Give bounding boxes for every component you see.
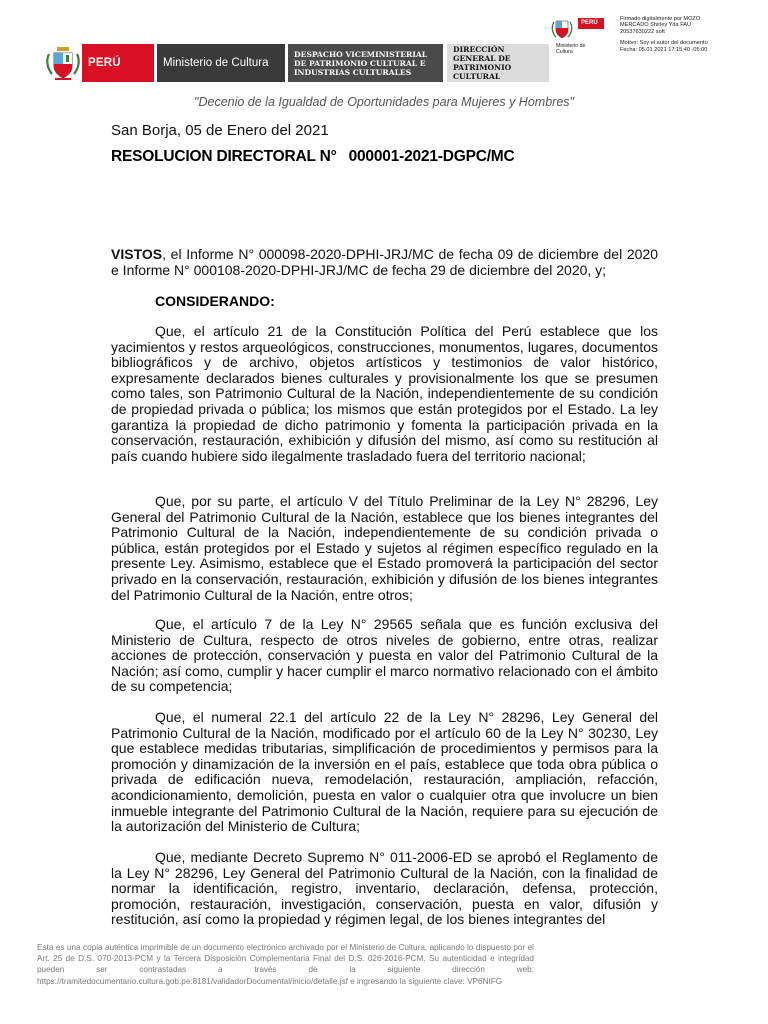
decade-motto: "Decenio de la Igualdad de Oportunidades para Mujeres y Hombres" xyxy=(194,95,574,109)
signature-line: Fecha: 05.01.2021 17:15:40 -05:00 xyxy=(620,46,708,53)
signature-line: Firmado digitalmente por MOZO xyxy=(620,16,701,22)
peru-coat-of-arms-icon xyxy=(44,44,82,82)
vistos-label: VISTOS xyxy=(111,246,163,262)
paragraph-constitution: Que, el artículo 21 de la Constitución Política del Perú establece que los yacimientos y restos arqueológicos, construcciones, monumentos, lugares, documentos bibliográficos y de archivo, objetos artísticos y testimonios de valor histórico, expresamente declarados bienes culturales y provisionalmente los que se presumen como tales, son Patrimonio Cultural de la Nación, independientemente de su condición de propiedad privada o pública; los mismos que están protegidos por el Estado. La ley garantiza la propiedad de dicho patrimonio y fomenta la participación privada en la conservación, restauración, exhibición y difusión del mismo, así como su restitución al país cuando hubiere sido ilegalmente trasladado fuera del territorio nacional; xyxy=(111,323,658,464)
resolution-number: 000001-2021-DGPC/MC xyxy=(348,148,515,165)
signature-line: 20537630222 soft xyxy=(620,28,665,35)
resolution-label: RESOLUCION DIRECTORAL N° xyxy=(111,148,337,165)
paragraph-decreto-supremo: Que, mediante Decreto Supremo N° 011-2006-ED se aprobó el Reglamento de la Ley N° 28296, Ley General del Patrimonio Cultural de la Nación, con la finalidad de normar la identificación, registro, inventario, declaración, defensa, protección, promoción, restauración, investigación, conservación, puesta en valor, difusión y restitución, así como la propiedad y régimen legal, de los bienes integrantes del xyxy=(111,849,658,928)
signature-emblem xyxy=(548,16,610,60)
direction-label: DIRECCIÓN GENERAL DE PATRIMONIO CULTURAL xyxy=(447,44,549,82)
signature-ministry-label: Ministerio de Cultura xyxy=(556,43,586,55)
paragraph-ley-29565: Que, el artículo 7 de la Ley N° 29565 señala que es función exclusiva del Ministerio de Cultura, respecto de otros niveles de gobierno, entre otras, realizar acciones de protección, conservación y puesta en valor del Patrimonio Cultural de la Nación; así como, cumplir y hacer cumplir el marco normativo relacionado con el ámbito de su competencia; xyxy=(111,616,658,695)
paragraph-numeral-22: Que, el numeral 22.1 del artículo 22 de la Ley N° 28296, Ley General del Patrimonio Cultural de la Nación, modificado por el artículo 60 de la Ley N° 30230, Ley que establece medidas tributarias, simplificación de procedimientos y permisos para la promoción y dinamización de la inversión en el país, establece que toda obra pública o privada de edificación nueva, remodelación, restauración, ampliación, refacción, acondicionamiento, demolición, puesta en valor o cualquier otra que involucre un bien inmueble integrante del Patrimonio Cultural de la Nación, requiere para su ejecución de la autorización del Ministerio de Cultura; xyxy=(111,709,658,835)
vice-ministry-label: DESPACHO VICEMINISTERIAL DE PATRIMONIO CULTURAL E INDUSTRIAS CULTURALES xyxy=(288,44,443,82)
authenticity-footer: Esta es una copia auténtica imprimible de un documento electrónico archivado por el Ministerio de Cultura, aplicando lo dispuesto por el Art. 25 de D.S. 070-2013-PCM y la Tercera Disposición Complementaria Final del D.S. 026-2016-PCM. Su autenticidad e integridad pueden ser contrastadas a través de la siguiente dirección web: https://tramitedocumentario.cultura.gob.pe:8181/validadorDocumental/inicio/detalle.jsf e ingresando la siguiente clave: VP6NIFG xyxy=(37,943,534,986)
signature-peru-label: PERÚ xyxy=(581,20,598,26)
considerando-heading: CONSIDERANDO: xyxy=(155,293,275,309)
vistos-paragraph xyxy=(111,247,658,278)
institutional-header xyxy=(44,44,549,82)
resolution-title xyxy=(111,148,515,166)
paragraph-ley-28296: Que, por su parte, el artículo V del Título Preliminar de la Ley N° 28296, Ley General del Patrimonio Cultural de la Nación, establece que los bienes integrantes del Patrimonio Cultural de la Nación, independientemente de su condición privada o pública, están protegidos por el Estado y sujetos al régimen específico regulado en la presente Ley. Asimismo, establece que el Estado promoverá la participación del sector privado en la conservación, restauración, exhibición y difusión de los bienes integrantes del Patrimonio Cultural de la Nación, entre otros; xyxy=(111,493,658,603)
signature-line: Motivo: Soy el autor del documento xyxy=(620,40,708,47)
peru-label: PERÚ xyxy=(82,44,154,82)
vistos-text: , el Informe N° 000098-2020-DPHI-JRJ/MC de fecha 09 de diciembre del 2020 e Informe N° 000108-2020-DPHI-JRJ/MC de fecha 29 de diciembre del 2020, y; xyxy=(111,246,658,278)
place-date: San Borja, 05 de Enero del 2021 xyxy=(111,122,329,139)
signature-line: MERCADO Shirley Yda FAU xyxy=(620,22,692,29)
ministry-label: Ministerio de Cultura xyxy=(157,44,285,82)
digital-signature-text xyxy=(620,16,760,53)
